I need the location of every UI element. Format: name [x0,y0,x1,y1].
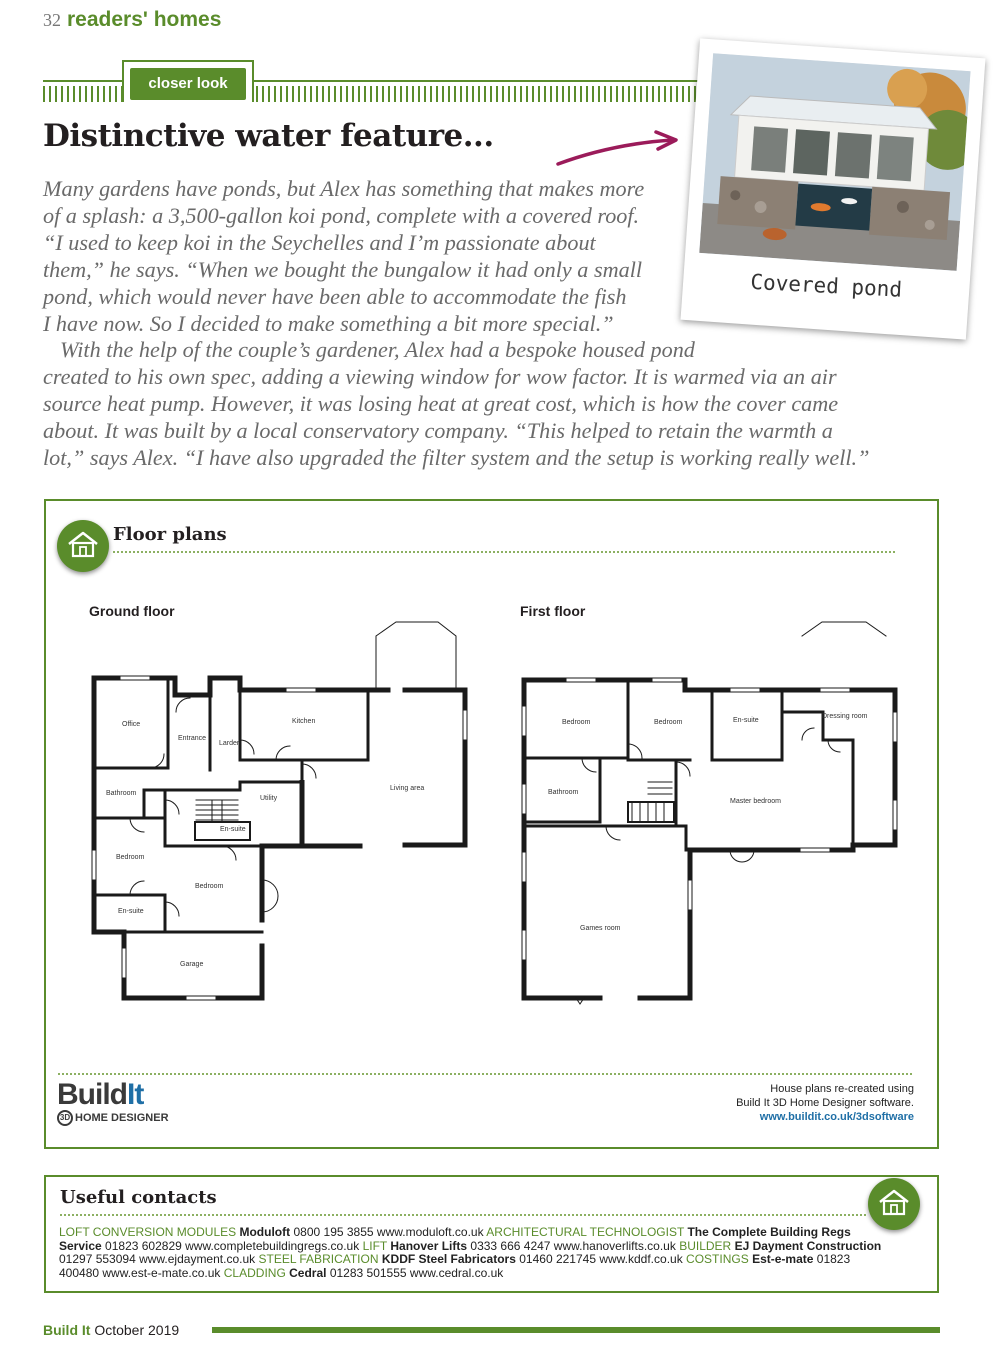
contacts-title: Useful contacts [60,1187,217,1208]
contact-details: 01823 400480 www.est-e-mate.co.uk [59,1252,851,1280]
contact-company: Hanover Lifts [390,1238,468,1253]
contact-details: 0800 195 3855 www.moduloft.co.uk [293,1225,484,1239]
room-label: En-suite [733,717,759,724]
contact-category: ARCHITECTURAL TECHNOLOGIST [486,1225,685,1239]
house-icon [868,1178,920,1230]
body-line: about. It was built by a local conservatory company. “This helped to retain the warmth a [43,418,833,444]
room-label: Master bedroom [730,798,781,805]
room-label: Bedroom [562,719,591,726]
magazine-name: Build It [43,1322,91,1338]
software-credit [736,1082,914,1124]
body-line: lot,” says Alex. “I have also upgraded the filter system and the setup is working really well.” [43,445,870,471]
room-label: Bathroom [106,790,137,797]
plans-footer-rule [58,1073,914,1075]
buildit-logo [57,1078,169,1126]
credit-line-1: House plans re-created using [770,1083,914,1095]
contact-company: EJ Dayment Construction [734,1238,882,1253]
credit-url-link[interactable]: www.buildit.co.uk/3dsoftware [759,1111,914,1123]
logo-3d-badge: 3D [57,1110,73,1126]
credit-line-2: Build It 3D Home Designer software. [736,1097,914,1109]
body-line: I have now. So I decided to make something a bit more special.” [43,310,614,336]
room-label: En-suite [220,826,246,833]
room-label: Living area [390,785,425,792]
room-label: Garage [180,961,204,968]
room-label: Bathroom [548,789,579,796]
footer-bar [212,1327,940,1333]
ground-floor-label: Ground floor [89,603,175,619]
contact-category: STEEL FABRICATION [258,1252,379,1267]
closer-look-label: closer look [130,68,246,100]
contacts-rule [60,1214,868,1216]
body-line: created to his own spec, adding a viewing window for wow factor. It is warmed via an air [43,364,837,390]
body-line: source heat pump. However, it was losing heat at great cost, which is how the cover came [43,391,839,417]
contact-category: BUILDER [679,1238,732,1253]
contact-details: 01460 221745 www.kddf.co.uk [519,1252,683,1267]
room-label: Games room [580,925,621,932]
contact-details: 0333 666 4247 www.hanoverlifts.co.uk [470,1238,676,1253]
body-line: With the help of the couple’s gardener, Alex had a bespoke housed pond [60,337,695,363]
room-label: Bedroom [116,854,145,861]
section-title: readers' homes [67,8,222,31]
contact-category: LOFT CONVERSION MODULES [59,1225,237,1239]
article-headline: Distinctive water feature... [43,118,494,154]
room-label: Bedroom [654,719,683,726]
contact-company: The Complete Building Regs Service [59,1225,851,1253]
contact-details: 01283 501555 www.cedral.co.uk [329,1265,504,1280]
body-line: pond, which would never have been able to accommodate the fish [43,283,627,309]
room-label: Dressing room [822,713,868,720]
body-line: of a splash: a 3,500-gallon koi pond, complete with a covered roof. [43,202,640,228]
logo-subtitle: HOME DESIGNER [75,1112,169,1124]
contact-company: KDDF Steel Fabricators [381,1252,516,1267]
room-label: Utility [260,795,278,802]
page-number: 32 [43,10,61,30]
room-label: Entrance [178,735,207,742]
contacts-list [59,1226,889,1280]
body-line: Many gardens have ponds, but Alex has something that makes more [43,176,645,201]
room-label: Larder [219,740,240,747]
contact-company: Cedral [289,1265,327,1280]
room-label: Office [122,721,141,728]
logo-accent: It [127,1078,144,1111]
body-line: “I used to keep koi in the Seychelles and I’m passionate about [43,229,596,255]
contact-category: LIFT [362,1238,388,1253]
contact-category: CLADDING [223,1265,286,1280]
logo-word: Build [57,1078,127,1111]
room-label: En-suite [118,908,144,915]
issue-date: October 2019 [94,1322,180,1338]
page-footer [43,1322,179,1338]
floor-plans-title: Floor plans [113,524,227,545]
contact-company: Moduloft [239,1225,291,1239]
first-floor-label: First floor [520,603,586,619]
contact-company: Est-e-mate [752,1252,814,1267]
contact-details: 01823 602829 www.completebuildingregs.co.uk [105,1238,360,1253]
contact-category: COSTINGS [686,1252,749,1267]
photo-caption: Covered pond [749,269,903,302]
room-label: Bedroom [195,883,224,890]
contact-details: 01297 553094 www.ejdayment.co.uk [59,1252,256,1267]
room-label: Kitchen [292,718,316,725]
body-line: them,” he says. “When we bought the bungalow it had only a small [43,256,643,282]
